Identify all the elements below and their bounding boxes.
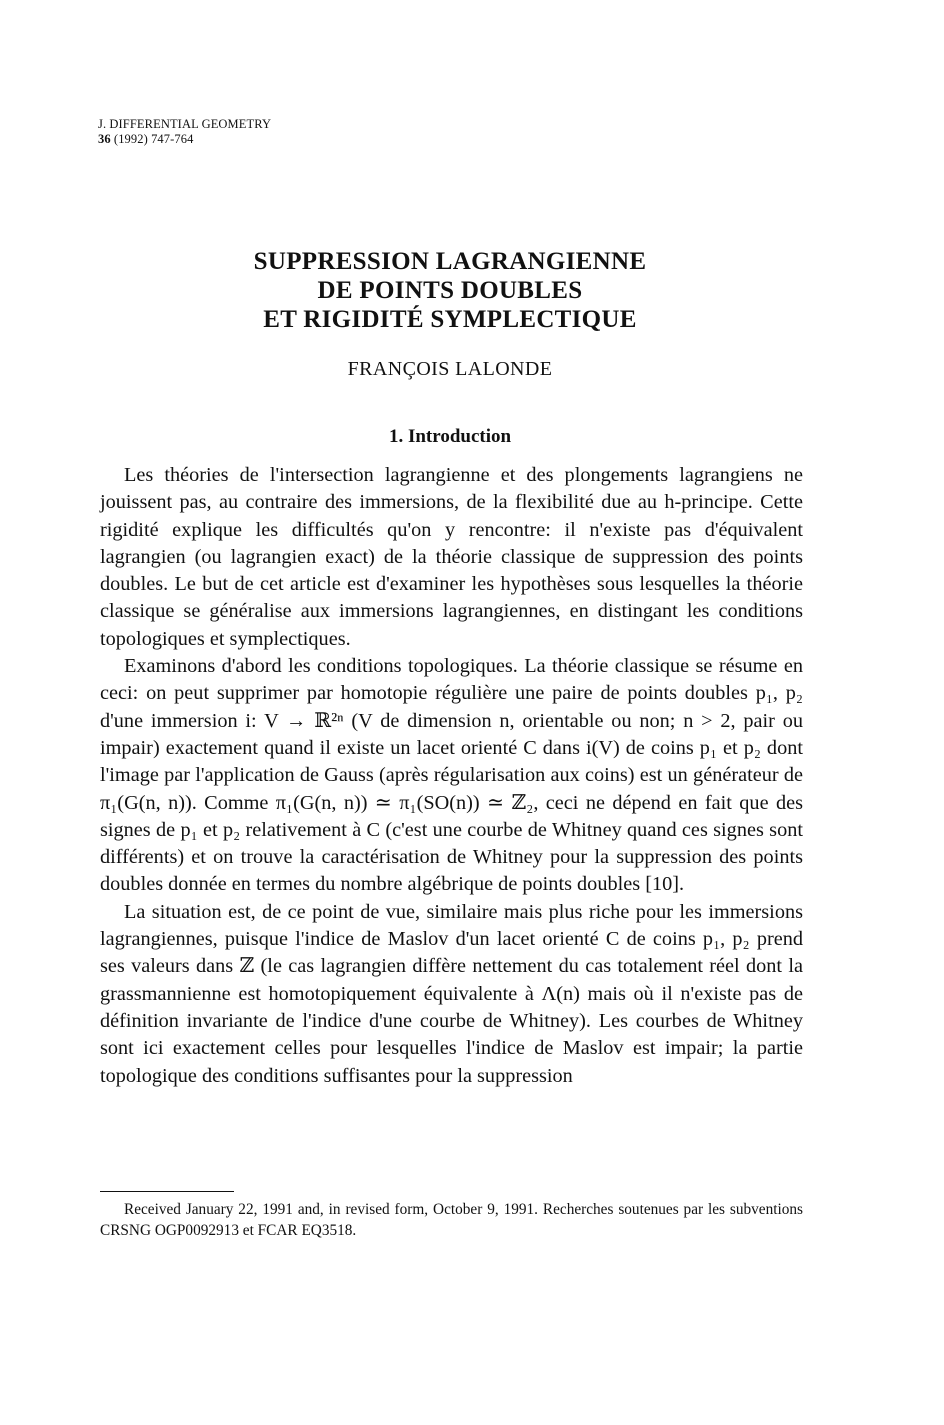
paper-title [0,247,900,334]
paragraph-3: La situation est, de ce point de vue, similaire mais plus riche pour les immersions lagrangiennes, puisque l'indice de Maslov d'un lacet orienté C de coins p₁, p₂ prend ses valeurs dans ℤ (le cas lagrangien diffère nettement du cas totalement réel dont la grassmannienne est homotopiquement équivalente à Λ(n) mais où il n'existe pas de définition invariante de l'indice d'une courbe de Whitney). Les courbes de Whitney sont ici exactement celles pour lesquelles l'indice de Maslov est impair; la partie topologique des conditions suffisantes pour la suppression [100,900,803,1087]
footnote-rule [100,1191,234,1192]
footnote: Received January 22, 1991 and, in revised form, October 9, 1991. Recherches soutenues par les subventions CRSNG OGP0092913 et FCAR EQ3518. [100,1201,803,1239]
paragraph-2: Examinons d'abord les conditions topologiques. La théorie classique se résume en ceci: on peut supprimer par homotopie régulière une paire de points doubles p₁, p₂ d'une immersion i: V → ℝ²ⁿ (V de dimension n, orientable ou non; n > 2, pair ou impair) exactement quand il existe un lacet orienté C dans i(V) de coins p₁ et p₂ dont l'image par l'application de Gauss (après régularisation aux coins) est un générateur de π₁(G(n, n)). Comme π₁(G(n, n)) ≃ π₁(SO(n)) ≃ ℤ₂, ceci ne dépend en fait que des signes de p₁ et p₂ relativement à C (c'est une courbe de Whitney quand ces signes sont différents) et on trouve la caractérisation de Whitney pour la suppression des points doubles donnée en termes du nombre algébrique de points doubles [10]. [100,655,803,896]
paragraph-1: Les théories de l'intersection lagrangienne et des plongements lagrangiens ne jouissent pas, au contraire des immersions, de la flexibilité due au h-principe. Cette rigidité explique les difficultés qu'on y rencontre: il n'existe pas d'équivalent lagrangien (ou lagrangien exact) de la théorie classique de suppression des points doubles. Le but de cet article est d'examiner les hypothèses sous lesquelles la théorie classique se généralise aux immersions lagrangiennes, en distingant les conditions topologiques et symplectiques. [100,464,803,650]
paper-author: FRANÇOIS LALONDE [347,358,553,380]
body-text [100,462,803,1090]
section-heading: 1. Introduction [388,426,512,447]
journal-header [98,117,271,147]
title-line-2: DE POINTS DOUBLES [317,277,583,304]
title-line-3: ET RIGIDITÉ SYMPLECTIQUE [263,306,637,333]
title-line-1: SUPPRESSION LAGRANGIENNE [253,248,647,275]
journal-year-pages: (1992) 747-764 [110,132,194,146]
journal-volume: 36 [98,132,111,146]
journal-citation [98,132,271,147]
journal-name: J. DIFFERENTIAL GEOMETRY [98,117,272,131]
